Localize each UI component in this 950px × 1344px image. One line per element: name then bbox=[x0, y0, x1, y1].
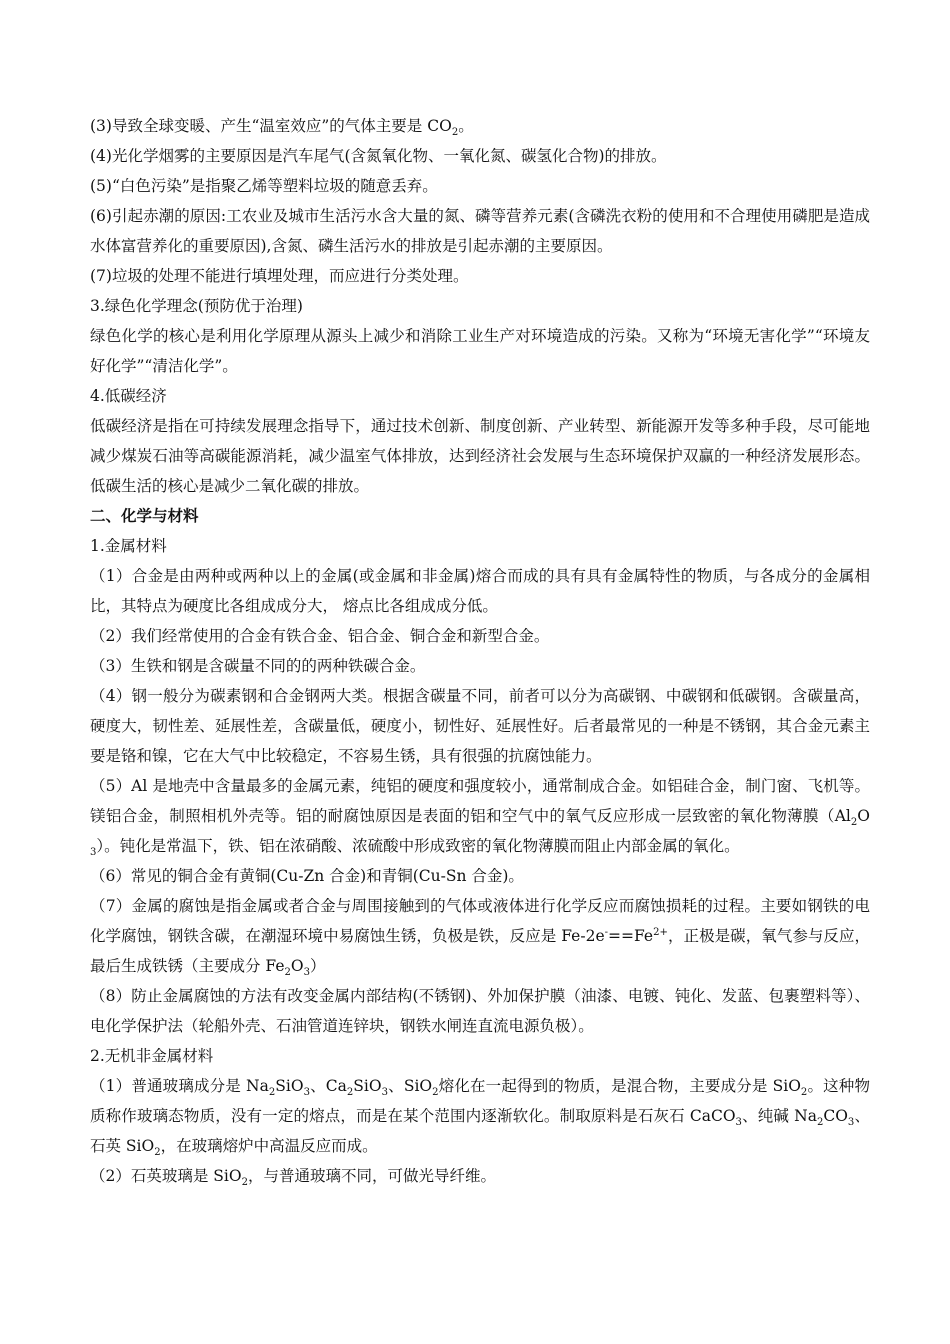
low-carbon-title: 4.低碳经济 bbox=[90, 387, 167, 405]
document-page bbox=[90, 111, 870, 1191]
low-carbon-body: 低碳经济是指在可持续发展理念指导下，通过技术创新、制度创新、产业转型、新能源开发等多种手段，尽可能地减少煤炭石油等高碳能源消耗，减少温室气体排放，达到经济社会发展与生态环境保护双赢的一种经济发展形态。低碳生活的核心是减少二氧化碳的排放。 bbox=[90, 417, 870, 495]
nonmetal-item-2: （2）石英玻璃是 SiO$_2$，与普通玻璃不同，可做光导纤维。 bbox=[90, 1167, 496, 1189]
section-heading-materials: 二、化学与材料 bbox=[90, 506, 199, 525]
metal-item-8: （8）防止金属腐蚀的方法有改变金属内部结构(不锈钢)、外加保护膜（油漆、电镀、钝化、发蓝、包裹塑料等）、电化学保护法（轮船外壳、石油管道连锌块，钢铁水闸连直流电源负极）。 bbox=[90, 987, 870, 1035]
paragraph-item-7: (7)垃圾的处理不能进行填埋处理，而应进行分类处理。 bbox=[90, 267, 469, 285]
metal-item-2: （2）我们经常使用的合金有铁合金、铝合金、铜合金和新型合金。 bbox=[90, 627, 550, 645]
nonmetal-materials-title: 2.无机非金属材料 bbox=[90, 1047, 214, 1065]
paragraph-item-3: (3)导致全球变暖、产生“温室效应”的气体主要是 $CO_2$。 bbox=[90, 117, 474, 139]
paragraph-item-4: (4)光化学烟雾的主要原因是汽车尾气(含氮氧化物、一氧化氮、碳氢化合物)的排放。 bbox=[90, 147, 667, 165]
green-chemistry-body: 绿色化学的核心是利用化学原理从源头上减少和消除工业生产对环境造成的污染。又称为“环境无害化学”“环境友好化学”“清洁化学”。 bbox=[90, 327, 870, 375]
metal-item-5: （5）Al 是地壳中含量最多的金属元素，纯铝的硬度和强度较小，通常制成合金。如铝硅合金，制门窗、飞机等。镁铝合金，制照相机外壳等。铝的耐腐蚀原因是表面的铝和空气中的氧气反应形成一层致密的氧化物薄膜$(Al_2O_3)$。钝化是常温下，铁、铝在浓硝酸、浓硫酸中形成致密的氧化物薄膜而阻止内部金属的氧化。 bbox=[90, 777, 870, 859]
nonmetal-item-1: （1）普通玻璃成分是 $Na_2SiO_3$、$Ca_2SiO_3$、SiO$_2$熔化在一起得到的物质，是混合物，主要成分是 SiO$_2$。这种物质称作玻璃态物质，没有一定的熔点，而是在某个范围内逐渐软化。制取原料是石灰石 CaCO$_3$、纯碱 $Na_2CO_3$、石英 SiO$_2$，在玻璃熔炉中高温反应而成。 bbox=[90, 1077, 870, 1159]
metal-item-1: （1）合金是由两种或两种以上的金属(或金属和非金属)熔合而成的具有具有金属特性的物质，与各成分的金属相比，其特点为硬度比各组成成分大， 熔点比各组成成分低。 bbox=[90, 567, 870, 615]
metal-item-3: （3）生铁和钢是含碳量不同的的两种铁碳合金。 bbox=[90, 657, 426, 675]
metal-item-4: （4）钢一般分为碳素钢和合金钢两大类。根据含碳量不同，前者可以分为高碳钢、中碳钢和低碳钢。含碳量高，硬度大，韧性差、延展性差，含碳量低，硬度小，韧性好、延展性好。后者最常见的一种是不锈钢，其合金元素主要是铬和镍，它在大气中比较稳定，不容易生锈，具有很强的抗腐蚀能力。 bbox=[90, 687, 870, 765]
green-chemistry-title: 3.绿色化学理念(预防优于治理) bbox=[90, 297, 303, 315]
paragraph-item-5: (5)“白色污染”是指聚乙烯等塑料垃圾的随意丢弃。 bbox=[90, 177, 438, 195]
metal-item-7: （7）金属的腐蚀是指金属或者合金与周围接触到的气体或液体进行化学反应而腐蚀损耗的过程。主要如钢铁的电化学腐蚀，钢铁含碳，在潮湿环境中易腐蚀生锈，负极是铁，反应是 $Fe-2e^-==Fe^{2+}$，正极是碳，氧气参与反应，最后生成铁锈（主要成分 $Fe_2O_3$） bbox=[90, 897, 870, 979]
metal-materials-title: 1.金属材料 bbox=[90, 537, 167, 555]
metal-item-6: （6）常见的铜合金有黄铜(Cu-Zn 合金)和青铜(Cu-Sn 合金)。 bbox=[90, 867, 524, 885]
paragraph-item-6: (6)引起赤潮的原因:工农业及城市生活污水含大量的氮、磷等营养元素(含磷洗衣粉的使用和不合理使用磷肥是造成水体富营养化的重要原因),含氮、磷生活污水的排放是引起赤潮的主要原因。 bbox=[90, 207, 870, 255]
